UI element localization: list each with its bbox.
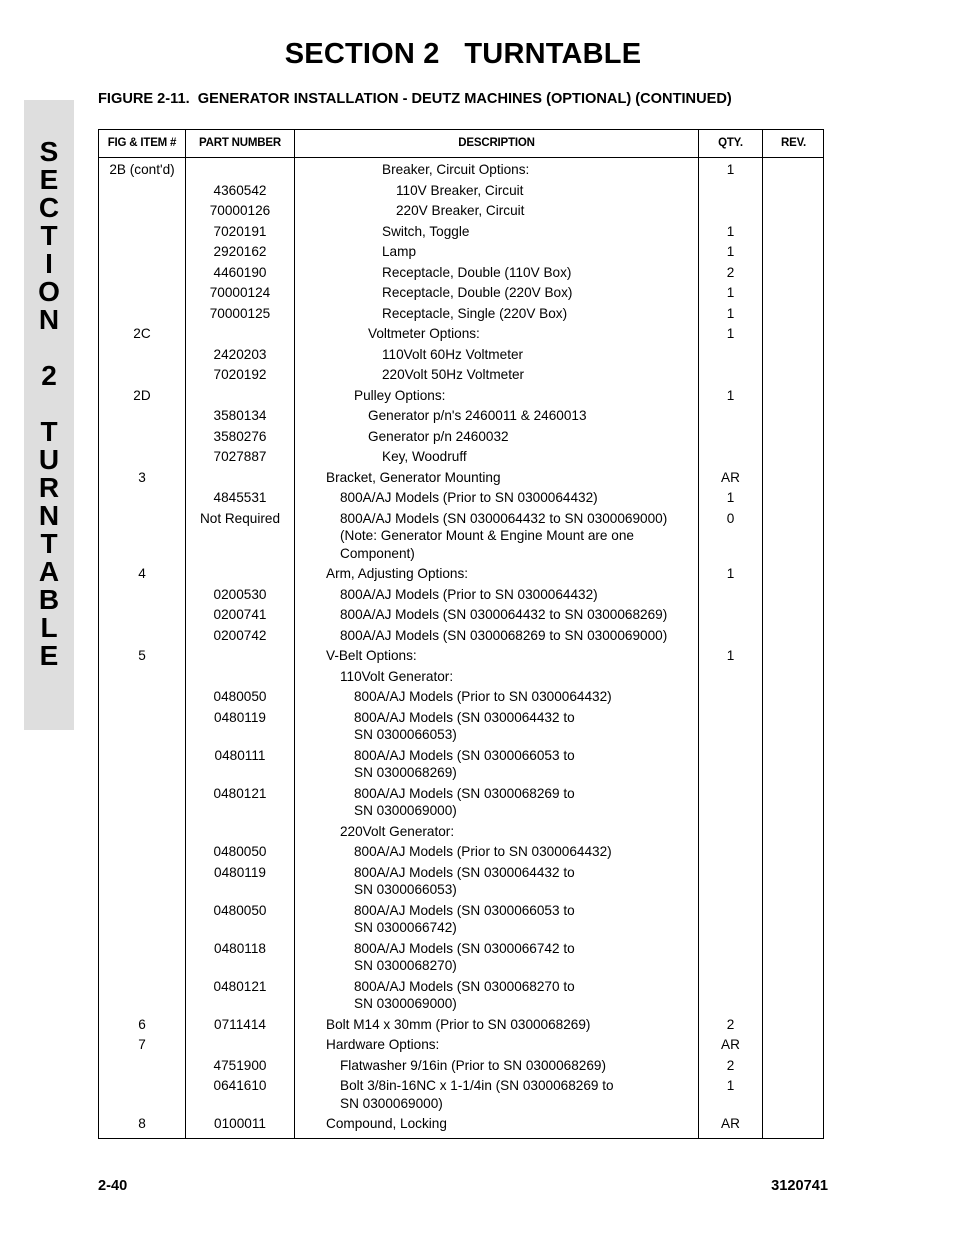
section-side-tab [24,100,74,730]
description-cell: 220Volt 50Hz Voltmeter [382,367,525,382]
fig-item-cell: 2C [133,326,151,341]
part-number-cell: Not Required [199,510,281,526]
description-cell [354,978,724,1013]
qty-cell: 1 [726,305,735,321]
description-cell: Bolt M14 x 30mm (Prior to SN 0300068269) [326,1016,591,1032]
description-cell [354,785,724,820]
description-cell: Receptacle, Double (220V Box) [382,285,573,300]
qty-cell: 1 [726,490,735,505]
part-number-cell: 0480111 [214,747,266,763]
fig-item-cell: 4 [138,566,146,581]
qty-cell: 2 [726,1016,735,1032]
description-line: SN 0300066742) [354,920,457,935]
side-tab-letter: U [38,444,60,475]
fig-item-cell: 8 [138,1116,146,1131]
description-cell: 800A/AJ Models (Prior to SN 0300064432) [340,490,598,505]
description-cell [340,510,710,563]
description-line: Bolt 3/8in-16NC x 1-1/4in (SN 0300068269 to [340,1078,614,1093]
description-cell: V-Belt Options: [326,648,417,663]
header-part-number: PART NUMBER [199,137,281,149]
description-line: SN 0300069000) [354,996,457,1011]
part-number-cell: 3580134 [213,408,267,423]
part-number-cell: 3580276 [213,428,267,444]
part-number-cell: 4845531 [213,490,267,505]
description-cell: Hardware Options: [326,1037,440,1052]
side-tab-letter: T [40,416,58,447]
side-tab-letter: T [40,220,58,251]
qty-cell: 1 [726,285,735,300]
part-number-cell: 7020191 [213,223,267,239]
part-number-cell: 0200530 [213,586,267,602]
part-number-cell: 0100011 [214,1116,266,1131]
fig-item-cell: 7 [138,1037,146,1052]
description-line: SN 0300066053) [354,882,457,897]
document-number: 3120741 [771,1178,828,1194]
description-cell: 800A/AJ Models (SN 0300064432 to SN 0300068269) [340,607,668,622]
qty-cell: 1 [726,244,735,259]
description-cell: Flatwasher 9/16in (Prior to SN 0300068269) [340,1057,606,1073]
description-cell [354,864,724,899]
parts-table [98,129,824,1139]
part-number-cell: 2920162 [213,244,267,259]
part-number-cell: 0480119 [214,864,266,880]
part-number-cell: 0200742 [213,627,267,643]
description-line: 800A/AJ Models (SN 0300068269 to [354,785,575,801]
fig-item-cell: 6 [138,1016,146,1032]
side-tab-letter: R [38,472,60,503]
description-line: 800A/AJ Models (SN 0300064432 to [354,864,575,880]
description-cell: Bracket, Generator Mounting [326,469,501,485]
side-tab-letter: B [38,584,60,615]
side-tab-letter: O [38,276,60,307]
fig-item-cell: 2D [133,387,151,403]
qty-cell: 1 [726,326,735,341]
qty-cell: 0 [726,510,735,526]
figure-title: FIGURE 2-11. GENERATOR INSTALLATION - DEUTZ MACHINES (OPTIONAL) (CONTINUED) [98,91,732,107]
qty-cell: 1 [726,648,735,663]
fig-item-cell: 3 [138,469,146,485]
description-line: 800A/AJ Models (SN 0300068270 to [354,978,575,994]
column-divider [762,130,763,1138]
description-cell [354,940,724,975]
description-line: SN 0300069000) [340,1095,443,1111]
description-cell: 220V Breaker, Circuit [396,203,525,218]
part-number-cell: 70000125 [209,305,271,321]
side-tab-letter: E [39,164,59,195]
side-tab-letter: S [39,136,59,167]
description-line: 800A/AJ Models (SN 0300064432 to SN 0300069000) [340,510,668,526]
description-line: SN 0300068270) [354,958,457,973]
qty-cell: 2 [726,264,735,280]
qty-cell: AR [721,1116,740,1131]
description-cell: 110V Breaker, Circuit [396,182,524,198]
description-line: SN 0300069000) [354,803,457,818]
description-cell: Generator p/n 2460032 [368,428,509,444]
part-number-cell: 0480050 [213,689,267,704]
part-number-cell: 4360542 [213,182,267,198]
side-tab-letters [24,138,74,670]
part-number-cell: 2420203 [213,346,267,362]
part-number-cell: 4751900 [213,1057,267,1073]
description-cell: Key, Woodruff [382,449,467,464]
part-number-cell: 70000126 [209,203,271,218]
side-tab-letter: L [40,612,58,643]
description-cell: 110Volt 60Hz Voltmeter [382,346,524,362]
description-cell: Generator p/n's 2460011 & 2460013 [368,408,587,423]
fig-item-cell: 5 [138,648,146,663]
description-cell: Compound, Locking [326,1116,447,1131]
side-tab-letter: T [40,528,58,559]
part-number-cell: 7020192 [213,367,267,382]
side-tab-letter [24,334,74,362]
fig-item-cell: 2B (cont'd) [109,162,175,177]
column-divider [294,130,295,1138]
description-cell: 800A/AJ Models (Prior to SN 0300064432) [354,689,612,704]
description-cell: Arm, Adjusting Options: [326,566,469,581]
side-tab-letter: I [45,248,53,279]
side-tab-letter: E [39,640,59,671]
header-fig-item: FIG & ITEM # [107,137,177,149]
page-number: 2-40 [98,1178,128,1194]
description-cell [340,1077,710,1112]
description-line: 800A/AJ Models (SN 0300066053 to [354,747,575,763]
header-divider [99,157,823,158]
header-qty: QTY. [718,137,743,149]
side-tab-letter [24,390,74,418]
description-cell: 800A/AJ Models (SN 0300068269 to SN 0300069000) [340,627,668,643]
side-tab-letter: A [38,556,60,587]
description-line: SN 0300066053) [354,727,457,742]
description-cell: Lamp [382,244,417,259]
qty-cell: 1 [726,387,735,403]
qty-cell: AR [721,1037,740,1052]
description-cell: Breaker, Circuit Options: [382,162,530,177]
part-number-cell: 0480121 [213,785,267,801]
description-line: (Note: Generator Mount & Engine Mount are one [340,528,634,543]
part-number-cell: 4460190 [213,264,267,280]
description-line: 800A/AJ Models (SN 0300066053 to [354,902,575,918]
qty-cell: 1 [726,1078,735,1093]
description-cell: Voltmeter Options: [368,326,480,341]
description-cell [354,902,724,937]
part-number-cell: 70000124 [209,285,271,300]
side-tab-letter: N [38,500,60,531]
qty-cell: AR [721,469,740,485]
section-title: SECTION 2 TURNTABLE [284,38,642,70]
header-rev: REV. [781,137,806,149]
qty-cell: 1 [726,162,735,177]
description-cell: Pulley Options: [354,387,446,403]
side-tab-letter: 2 [41,360,57,391]
part-number-cell: 0711414 [214,1016,266,1032]
description-cell: 800A/AJ Models (Prior to SN 0300064432) [354,844,612,859]
description-line: 800A/AJ Models (SN 0300064432 to [354,709,575,725]
side-tab-letter: N [38,304,60,335]
part-number-cell: 7027887 [213,449,267,464]
part-number-cell: 0641610 [213,1078,267,1093]
part-number-cell: 0480050 [213,844,267,859]
header-description: DESCRIPTION [458,137,535,149]
description-line: SN 0300068269) [354,765,457,780]
description-cell: Receptacle, Single (220V Box) [382,305,568,321]
part-number-cell: 0480050 [213,902,267,918]
description-cell [354,747,724,782]
part-number-cell: 0480121 [213,978,267,994]
qty-cell: 1 [726,223,735,239]
description-cell: Switch, Toggle [382,223,470,239]
qty-cell: 2 [726,1057,735,1073]
part-number-cell: 0480118 [214,940,266,956]
description-cell [354,709,724,744]
description-cell: 110Volt Generator: [340,668,454,684]
part-number-cell: 0200741 [213,607,267,622]
description-line: Component) [340,545,415,561]
description-cell: 800A/AJ Models (Prior to SN 0300064432) [340,586,598,602]
description-line: 800A/AJ Models (SN 0300066742 to [354,940,575,956]
description-cell: Receptacle, Double (110V Box) [382,264,572,280]
description-cell: 220Volt Generator: [340,823,455,839]
part-number-cell: 0480119 [214,709,266,725]
side-tab-letter: C [38,192,60,223]
qty-cell: 1 [726,566,735,581]
